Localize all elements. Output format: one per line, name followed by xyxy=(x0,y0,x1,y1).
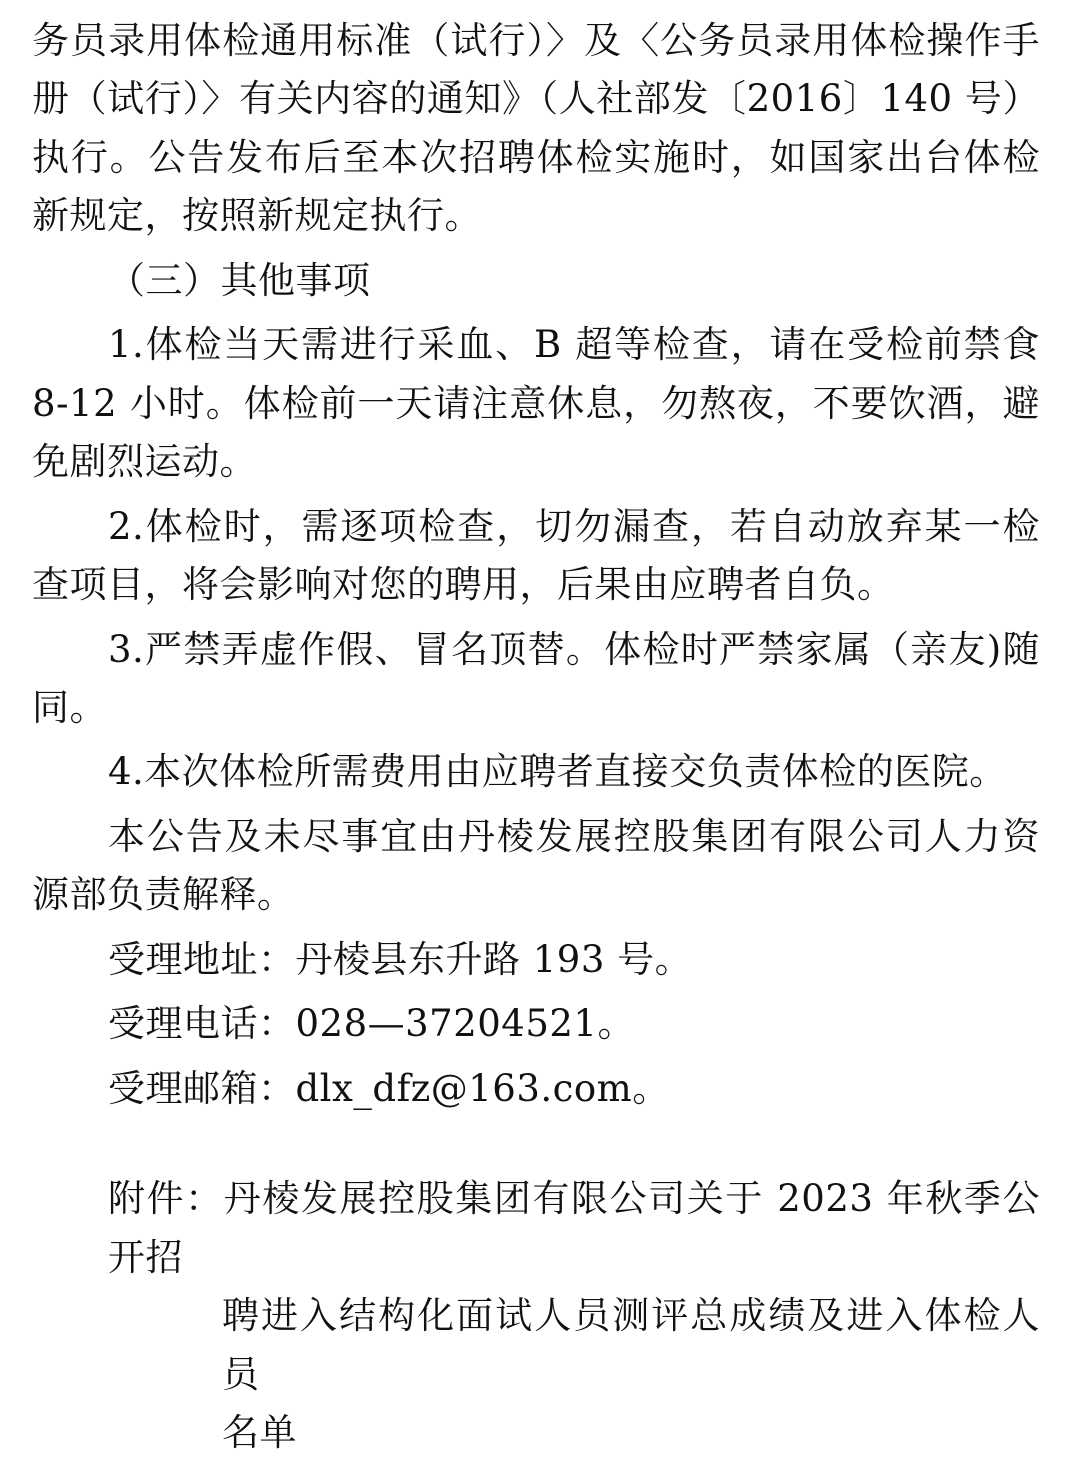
section-heading-other-matters: （三）其他事项 xyxy=(108,258,371,302)
paragraph-item-3: 3.严禁弄虚作假、冒名顶替。体检时严禁家属（亲友)随同。 xyxy=(32,627,1040,729)
attachment-line-3: 名单 xyxy=(222,1410,297,1454)
paragraph-item-4: 4.本次体检所需费用由应聘者直接交负责体检的医院。 xyxy=(108,750,1007,794)
attachment-line-2: 聘进入结构化面试人员测评总成绩及进入体检人员 xyxy=(222,1294,1040,1396)
attachment-line-1: 附件：丹棱发展控股集团有限公司关于 2023 年秋季公开招 xyxy=(108,1177,1040,1279)
paragraph-item-2: 2.体检时，需逐项检查，切勿漏查，若自动放弃某一检查项目，将会影响对您的聘用，后果由应聘者自负。 xyxy=(32,504,1040,607)
paragraph-standard-reference: 务员录用体检通用标准（试行）〉及〈公务员录用体检操作手册（试行）〉有关内容的通知》（人社部发〔2016〕140 号）执行。公告发布后至本次招聘体检实施时，如国家出台体检新规定，按照新规定执行。 xyxy=(32,19,1040,238)
contact-phone: 受理电话：028—37204521。 xyxy=(108,1002,635,1046)
contact-email: 受理邮箱：dlx_dfz@163.com。 xyxy=(108,1066,670,1110)
paragraph-interpretation: 本公告及未尽事宜由丹棱发展控股集团有限公司人力资源部负责解释。 xyxy=(32,814,1040,917)
paragraph-item-1: 1.体检当天需进行采血、B 超等检查，请在受检前禁食 8-12 小时。体检前一天请注意休息，勿熬夜，不要饮酒，避免剧烈运动。 xyxy=(32,323,1040,484)
contact-address: 受理地址：丹棱县东升路 193 号。 xyxy=(108,937,693,981)
section-spacer xyxy=(32,1124,1040,1170)
